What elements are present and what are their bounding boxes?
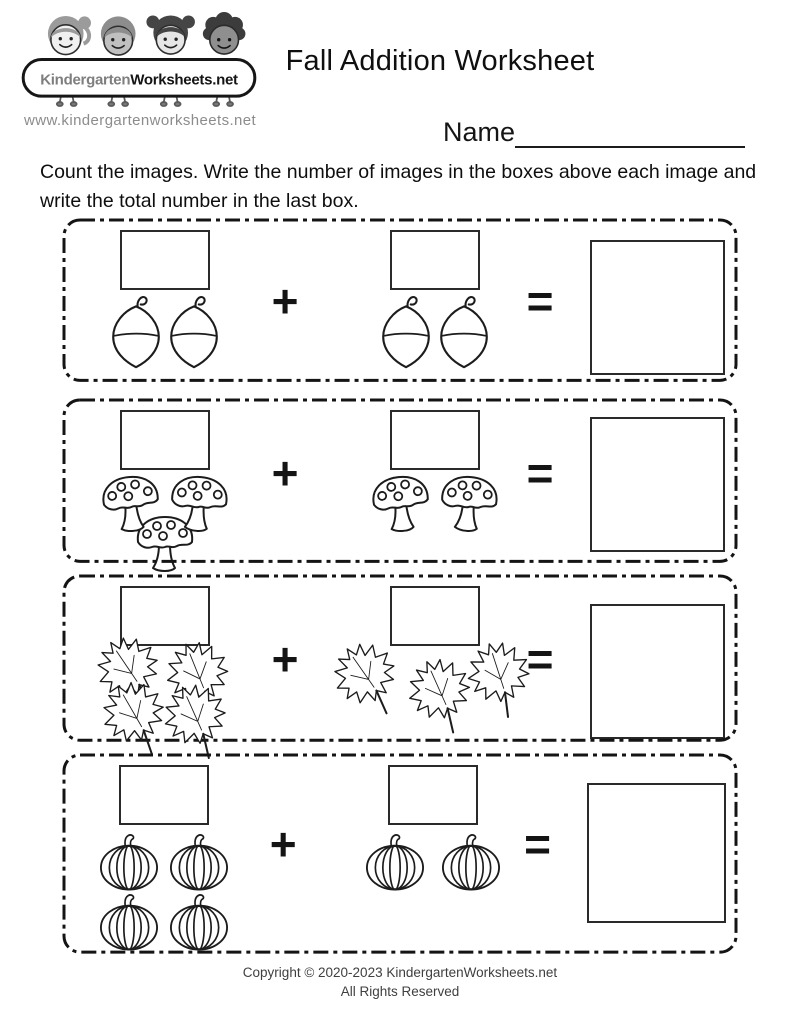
addend-group-left: [90, 408, 240, 572]
plus-sign: +: [271, 633, 299, 685]
acorn-icon: [376, 294, 436, 370]
rights-line: All Rights Reserved: [340, 984, 460, 999]
addend-answer-box[interactable]: [390, 230, 480, 290]
item-group-right: [377, 294, 493, 370]
addend-group-right: [360, 584, 510, 720]
pumpkin-icon: [363, 833, 427, 891]
addend-answer-box[interactable]: [390, 410, 480, 470]
logo-kid-girl-ponytail: [48, 16, 91, 55]
logo-kids-feet: [57, 97, 233, 106]
logo-kid-boy: [101, 16, 136, 55]
addend-answer-box[interactable]: [388, 765, 478, 825]
footer: [0, 963, 800, 1001]
plus-sign: +: [271, 447, 299, 499]
problem-row-mushrooms: [62, 398, 738, 564]
addend-group-right: [358, 763, 508, 891]
instructions-text: Count the images. Write the number of images in the boxes above each image and write the total number in the last box.: [40, 161, 757, 212]
item-group-left: [91, 833, 237, 951]
item-group-right: [357, 833, 509, 891]
logo-image: [20, 10, 258, 109]
pumpkin-icon: [167, 833, 231, 891]
addend-group-left: [90, 763, 239, 951]
pumpkin-icon: [97, 833, 161, 891]
item-group-left: [107, 294, 223, 370]
equals-sign: =: [524, 818, 551, 870]
problem-row-acorns: [62, 218, 738, 383]
page-title: Fall Addition Worksheet: [285, 45, 595, 77]
addend-group-right: [360, 408, 510, 532]
problems-section: [62, 218, 738, 955]
item-group-left: [95, 634, 235, 762]
acorn-icon: [434, 294, 494, 370]
name-label: Name: [443, 117, 516, 147]
name-write-line[interactable]: [515, 118, 745, 148]
item-group-left: [95, 474, 235, 572]
problem-row-pumpkins: [62, 753, 738, 955]
logo-kid-girl-pigtails: [146, 15, 195, 54]
pumpkin-icon: [439, 833, 503, 891]
problem-row-leaves: [62, 574, 738, 743]
addend-answer-box[interactable]: [390, 586, 480, 646]
mushroom-icon: [436, 471, 503, 534]
equals-sign: =: [526, 633, 554, 685]
logo-brand-text: [40, 72, 238, 89]
acorn-icon: [164, 294, 224, 370]
addend-answer-box[interactable]: [120, 230, 210, 290]
addend-answer-box[interactable]: [120, 410, 210, 470]
mushroom-icon: [97, 471, 165, 535]
copyright-line: Copyright © 2020-2023 KindergartenWorksheets.net: [242, 965, 558, 980]
item-group-right: [367, 474, 503, 532]
total-answer-box[interactable]: [590, 240, 725, 375]
addend-group-right: [360, 228, 510, 370]
acorn-icon: [106, 294, 166, 370]
pumpkin-icon: [167, 893, 231, 951]
total-answer-box[interactable]: [587, 783, 726, 923]
site-url: www.kindergartenworksheets.net: [24, 112, 257, 129]
addend-group-left: [90, 584, 240, 762]
logo-kid-boy-curly: [203, 12, 246, 54]
addend-answer-box[interactable]: [119, 765, 209, 825]
equals-sign: =: [526, 275, 554, 327]
addend-group-left: [90, 228, 240, 370]
item-group-right: [323, 640, 548, 720]
mushroom-icon: [367, 471, 435, 535]
logo-brand-part2: Worksheets.net: [130, 71, 238, 89]
logo-brand-part1: Kindergarten: [40, 71, 131, 89]
total-answer-box[interactable]: [590, 604, 725, 739]
total-answer-box[interactable]: [590, 417, 725, 552]
mushroom-icon: [166, 471, 233, 534]
name-line: [443, 116, 745, 148]
equals-sign: =: [526, 447, 554, 499]
plus-sign: +: [269, 818, 297, 870]
pumpkin-icon: [97, 893, 161, 951]
plus-sign: +: [271, 275, 299, 327]
